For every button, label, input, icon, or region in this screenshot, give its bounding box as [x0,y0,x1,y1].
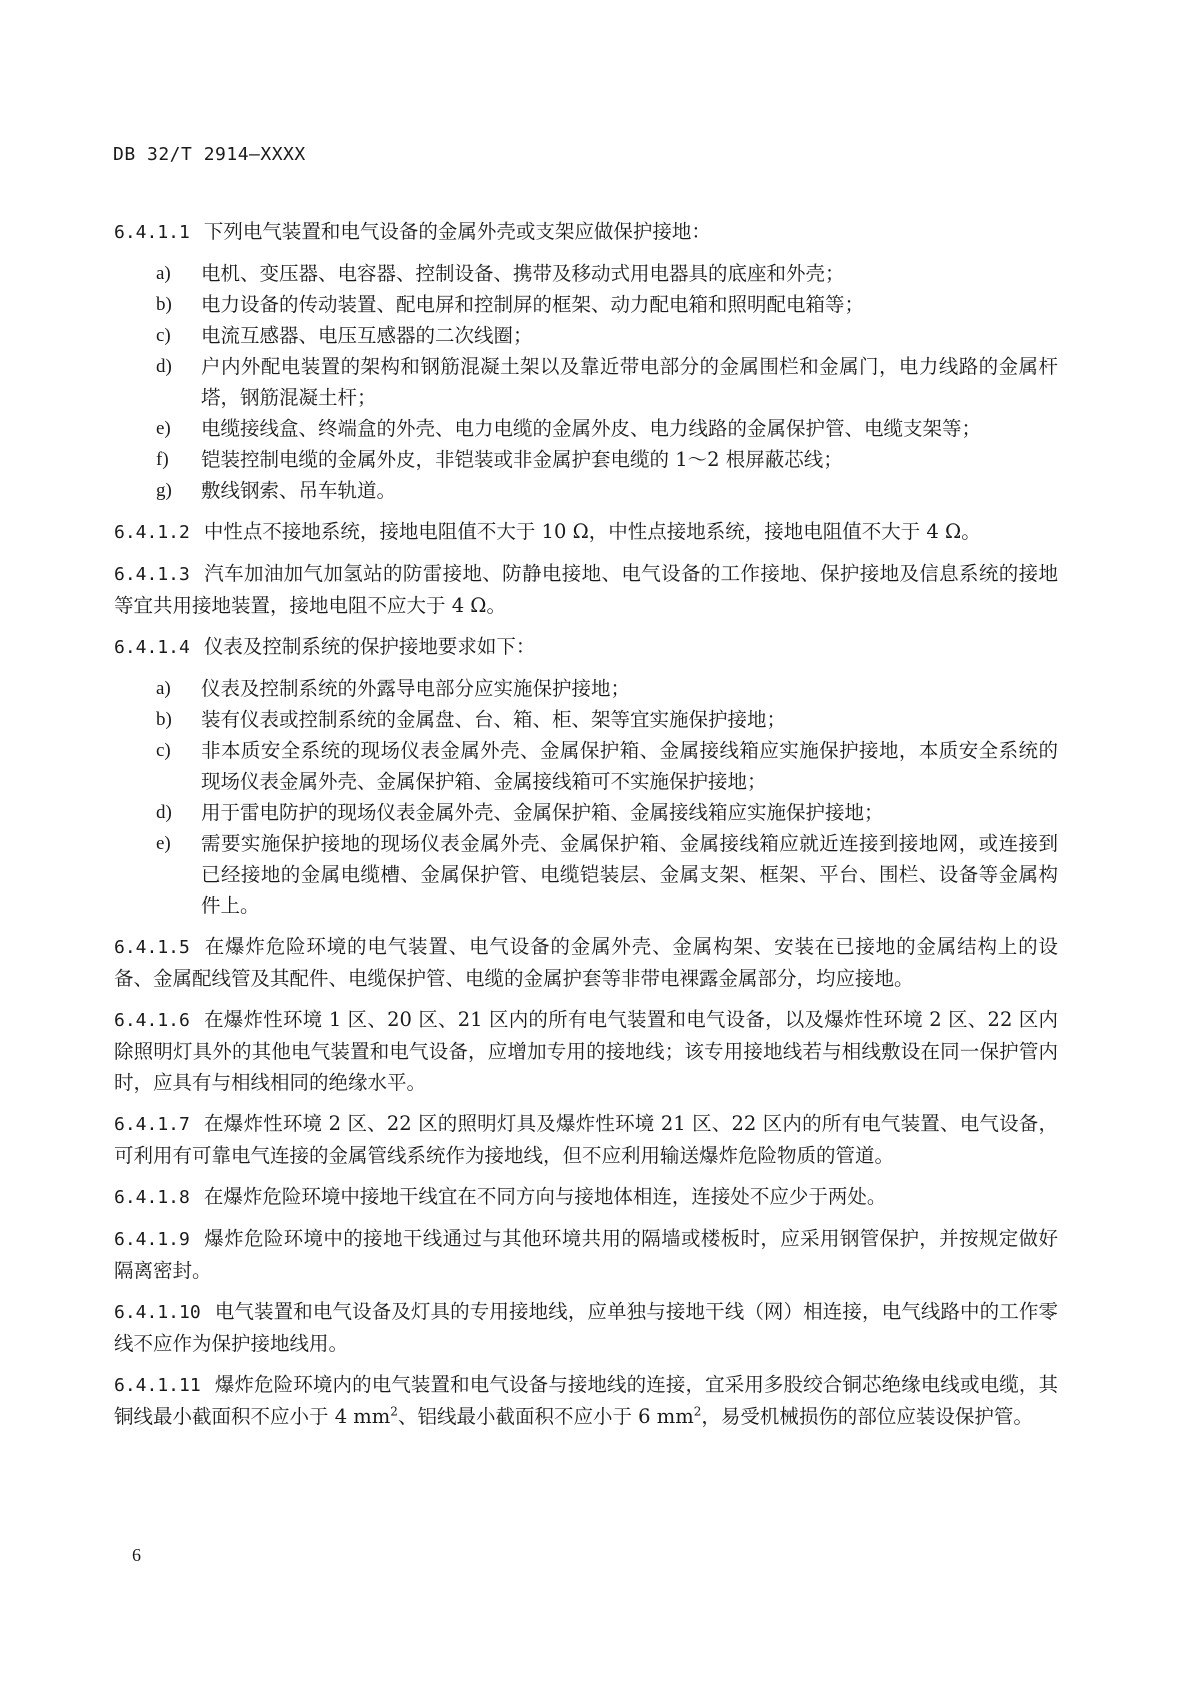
clause-number: 6.4.1.7 [114,1114,190,1135]
list-item [114,828,1058,921]
list-marker: b) [156,294,172,315]
list-marker: d) [156,356,172,377]
list-marker: e) [156,833,171,854]
list-item-text: 敷线钢索、吊车轨道。 [201,479,397,502]
list-marker: a) [156,263,171,284]
list-marker: f) [156,449,169,470]
clause-number: 6.4.1.10 [114,1302,201,1323]
clause-6-4-1-2 [114,516,1058,548]
list-marker: a) [156,678,171,699]
clause-text: 在爆炸危险环境的电气装置、电气设备的金属外壳、金属构架、安装在已接地的金属结构上的设备、金属配线管及其配件、电缆保护管、电缆的金属护套等非带电裸露金属部分，均应接地。 [114,935,1058,990]
clause-number: 6.4.1.4 [114,637,190,658]
clause-text: 爆炸危险环境中的接地干线通过与其他环境共用的隔墙或楼板时，应采用钢管保护，并按规定做好隔离密封。 [114,1227,1058,1282]
clause-text: 仪表及控制系统的保护接地要求如下： [203,635,536,658]
clause-text: 爆炸危险环境内的电气装置和电气设备与接地线的连接，宜采用多股绞合铜芯绝缘电线或电缆，其铜线最小截面积不应小于 4 mm [114,1373,1058,1428]
clause-6-4-1-10 [114,1296,1058,1359]
clause-6-4-1-7 [114,1108,1058,1171]
list-item [114,413,1058,444]
clause-text: 、铝线最小截面积不应小于 6 mm [397,1405,694,1428]
document-body [114,216,1058,1442]
list-item-text: 非本质安全系统的现场仪表金属外壳、金属保护箱、金属接线箱应实施保护接地，本质安全系统的现场仪表金属外壳、金属保护箱、金属接线箱可不实施保护接地； [201,739,1058,793]
clause-number: 6.4.1.6 [114,1010,190,1031]
list-item [114,289,1058,320]
list-item [114,351,1058,413]
list-item [114,258,1058,289]
list-item-text: 铠装控制电缆的金属外皮，非铠装或非金属护套电缆的 1～2 根屏蔽芯线； [201,448,843,471]
list-marker: c) [156,740,171,761]
list-marker: b) [156,709,172,730]
list-item-text: 装有仪表或控制系统的金属盘、台、箱、柜、架等宜实施保护接地； [201,708,787,731]
clause-6-4-1-1 [114,216,1058,248]
clause-6-4-1-8 [114,1181,1058,1213]
list-item [114,475,1058,506]
clause-text: 电气装置和电气设备及灯具的专用接地线，应单独与接地干线（网）相连接，电气线路中的工作零线不应作为保护接地线用。 [114,1300,1058,1355]
clause-text: 在爆炸性环境 2 区、22 区的照明灯具及爆炸性环境 21 区、22 区内的所有电气装置、电气设备，可利用有可靠电气连接的金属管线系统作为接地线，但不应利用输送爆炸危险物质的管道。 [114,1112,1058,1167]
list-item-text: 电流互感器、电压互感器的二次线圈； [201,324,533,347]
clause-text: 在爆炸危险环境中接地干线宜在不同方向与接地体相连，连接处不应少于两处。 [203,1185,887,1208]
list-item [114,444,1058,475]
clause-number: 6.4.1.5 [114,937,190,958]
superscript: 2 [390,1404,398,1419]
clause-number: 6.4.1.11 [114,1375,201,1396]
clause-number: 6.4.1.3 [114,564,190,585]
clause-6-4-1-11 [114,1369,1058,1432]
list-item-text: 电力设备的传动装置、配电屏和控制屏的框架、动力配电箱和照明配电箱等； [201,293,865,316]
list-marker: g) [156,480,172,501]
list-item-text: 需要实施保护接地的现场仪表金属外壳、金属保护箱、金属接线箱应就近连接到接地网，或连接到已经接地的金属电缆槽、金属保护管、电缆铠装层、金属支架、框架、平台、围栏、设备等金属构件上。 [201,832,1058,917]
list-marker: c) [156,325,171,346]
list-item-text: 电机、变压器、电容器、控制设备、携带及移动式用电器具的底座和外壳； [201,262,845,285]
clause-text: 下列电气装置和电气设备的金属外壳或支架应做保护接地： [203,220,711,243]
clause-6-4-1-9 [114,1223,1058,1286]
clause-6-4-1-1-list [114,258,1058,506]
superscript: 2 [693,1404,702,1419]
clause-6-4-1-4-list [114,673,1058,921]
list-item-text: 户内外配电装置的架构和钢筋混凝土架以及靠近带电部分的金属围栏和金属门，电力线路的金属杆塔，钢筋混凝土杆； [201,355,1058,409]
clause-text: 汽车加油加气加氢站的防雷接地、防静电接地、电气设备的工作接地、保护接地及信息系统的接地等宜共用接地装置，接地电阻不应大于 4 Ω。 [114,562,1058,617]
list-item [114,320,1058,351]
clause-number: 6.4.1.1 [114,222,190,243]
list-item [114,704,1058,735]
list-item-text: 仪表及控制系统的外露导电部分应实施保护接地； [201,677,631,700]
list-marker: e) [156,418,171,439]
clause-6-4-1-4 [114,631,1058,663]
clause-text: ，易受机械损伤的部位应装设保护管。 [701,1405,1033,1428]
clause-text: 中性点不接地系统，接地电阻值不大于 10 Ω，中性点接地系统，接地电阻值不大于 4 Ω。 [203,520,981,543]
document-number: DB 32/T 2914—XXXX [113,144,306,165]
list-item-text: 用于雷电防护的现场仪表金属外壳、金属保护箱、金属接线箱应实施保护接地； [201,801,884,824]
clause-text: 在爆炸性环境 1 区、20 区、21 区内的所有电气装置和电气设备，以及爆炸性环境 2 区、22 区内除照明灯具外的其他电气装置和电气设备，应增加专用的接地线；该专用接地线若与相线敷设在同一保护管内时，应具有与相线相同的绝缘水平。 [114,1008,1058,1094]
list-item [114,797,1058,828]
list-item-text: 电缆接线盒、终端盒的外壳、电力电缆的金属外皮、电力线路的金属保护管、电缆支架等； [201,417,982,440]
clause-number: 6.4.1.2 [114,522,190,543]
clause-number: 6.4.1.8 [114,1187,190,1208]
clause-6-4-1-3 [114,558,1058,621]
list-marker: d) [156,802,172,823]
list-item [114,735,1058,797]
clause-6-4-1-6 [114,1004,1058,1098]
clause-6-4-1-5 [114,931,1058,994]
list-item [114,673,1058,704]
clause-number: 6.4.1.9 [114,1229,190,1250]
page-number: 6 [132,1545,141,1565]
